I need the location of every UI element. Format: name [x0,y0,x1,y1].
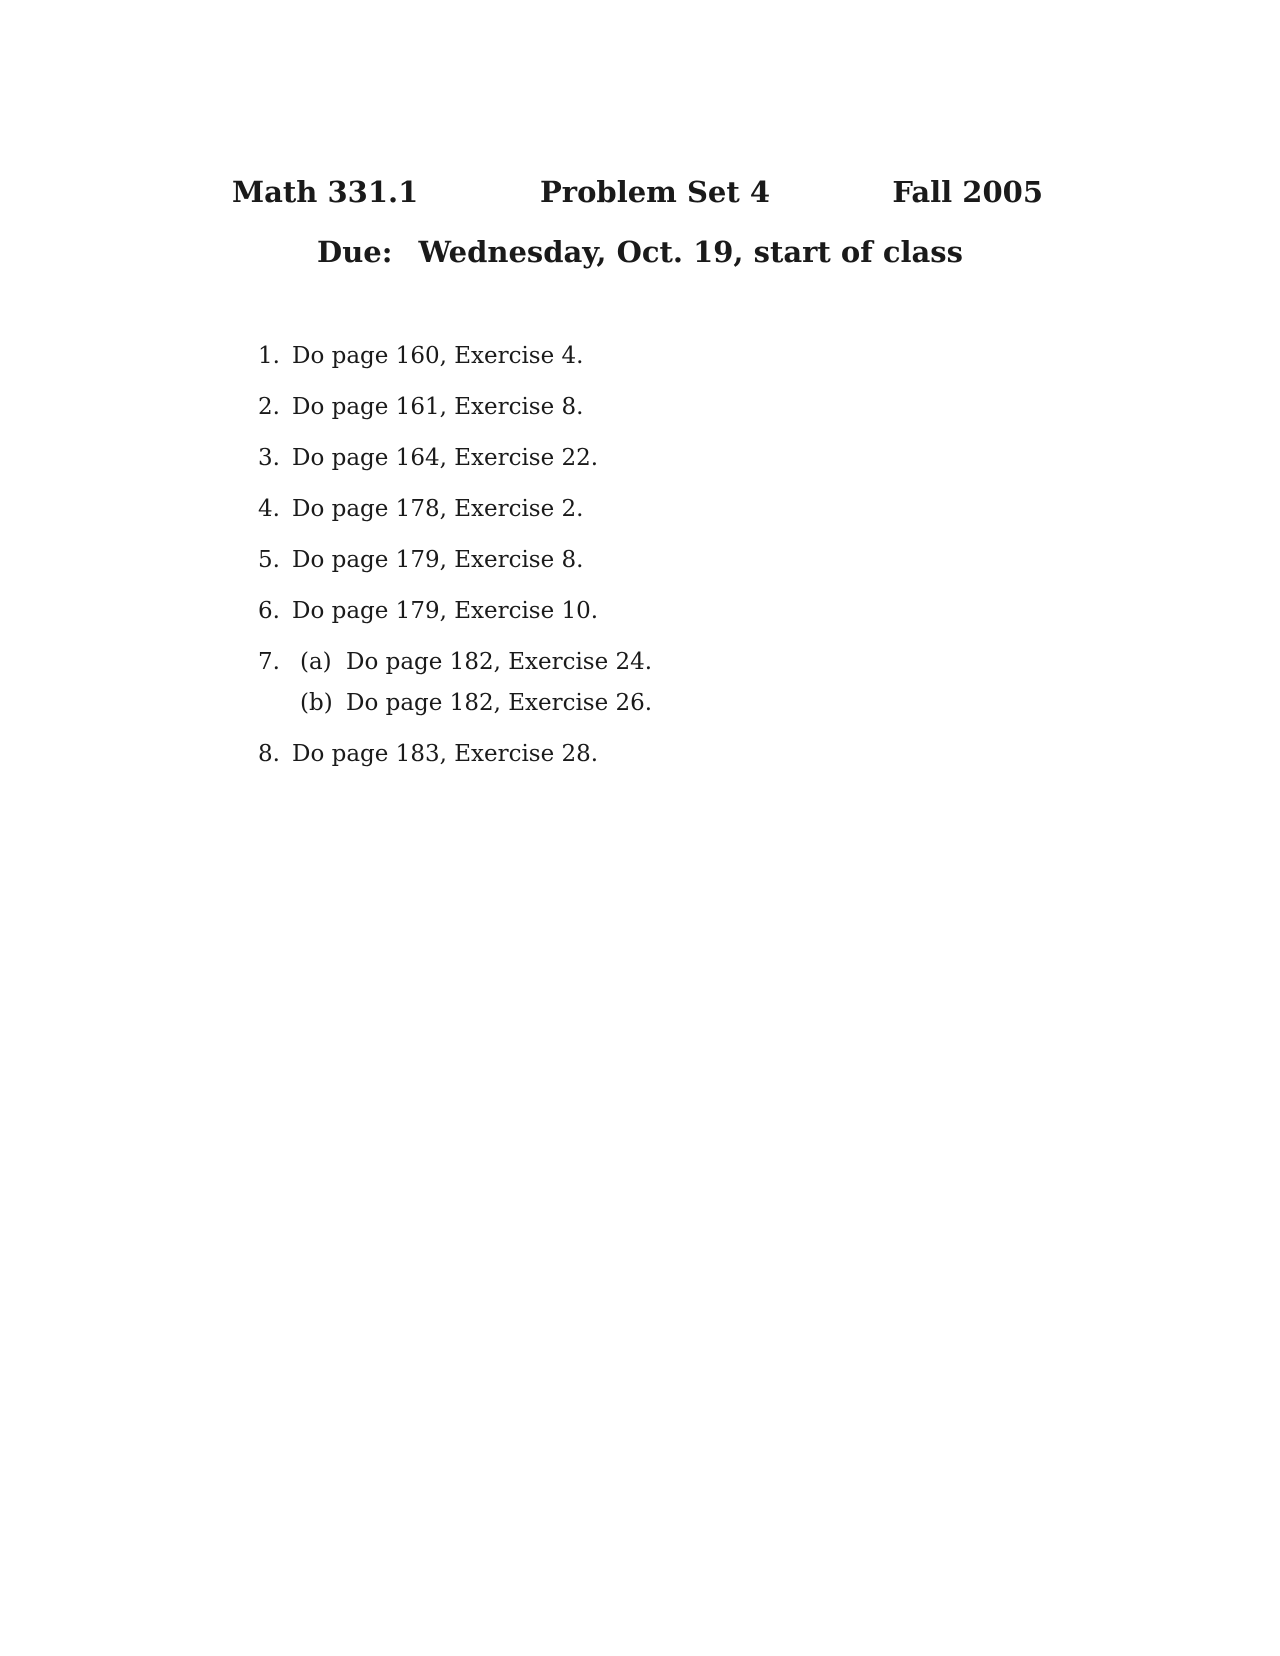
problem-number: 4. [258,496,280,522]
part-text: Do page 182, Exercise 26. [346,690,653,716]
problem-number: 5. [258,547,280,573]
problem-set-title: Problem Set 4 [539,175,771,209]
due-date: Wednesday, Oct. 19, start of class [418,235,963,269]
problem-list [258,340,958,789]
course-title: Math 331.1 [232,175,419,209]
problem-parts [292,646,958,719]
problem-part [292,687,958,719]
problem-part [292,646,958,678]
problem-number: 2. [258,394,280,420]
problem-item [258,738,958,770]
problem-item [258,493,958,525]
problem-number: 8. [258,741,280,767]
problem-text: Do page 179, Exercise 10. [292,598,599,624]
problem-number: 3. [258,445,280,471]
problem-number: 7. [258,649,280,675]
problem-number: 6. [258,598,280,624]
problem-text: Do page 183, Exercise 28. [292,741,599,767]
part-label: (b) [300,690,333,716]
problem-text: Do page 164, Exercise 22. [292,445,599,471]
due-line [0,232,1280,272]
part-text: Do page 182, Exercise 24. [346,649,653,675]
problem-item [258,442,958,474]
problem-item [258,595,958,627]
problem-item [258,646,958,719]
problem-item [258,391,958,423]
problem-text: Do page 178, Exercise 2. [292,496,584,522]
term-label: Fall 2005 [892,175,1043,209]
problem-text: Do page 161, Exercise 8. [292,394,584,420]
problem-text: Do page 160, Exercise 4. [292,343,584,369]
due-label: Due: [317,235,393,269]
problem-item [258,544,958,576]
problem-text: Do page 179, Exercise 8. [292,547,584,573]
problem-item [258,340,958,372]
part-label: (a) [300,649,332,675]
problem-number: 1. [258,343,280,369]
